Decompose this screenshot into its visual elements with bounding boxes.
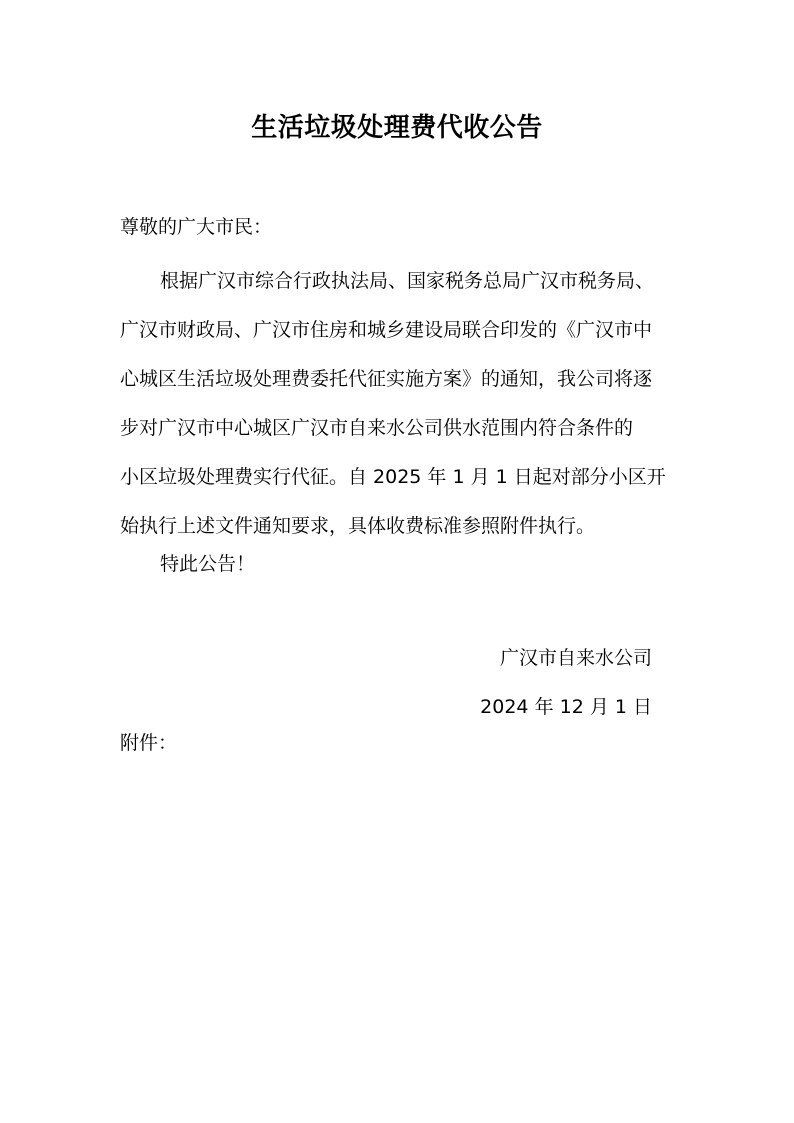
salutation: 尊敬的广大市民： — [120, 216, 273, 238]
body-line: 根据广汉市综合行政执法局、国家税务总局广汉市税务局、 — [160, 270, 655, 292]
body-line: 步对广汉市中心城区广汉市自来水公司供水范围内符合条件的 — [120, 417, 634, 439]
attachment-label: 附件： — [120, 732, 178, 754]
signature-company: 广汉市自来水公司 — [499, 647, 652, 669]
closing-remark: 特此公告！ — [160, 553, 256, 575]
body-line: 始执行上述文件通知要求，具体收费标准参照附件执行。 — [120, 515, 596, 537]
signature-date: 2024 年 12 月 1 日 — [480, 696, 652, 718]
document-title: 生活垃圾处理费代收公告 — [251, 113, 543, 143]
body-paragraph — [120, 257, 680, 551]
body-line: 广汉市财政局、广汉市住房和城乡建设局联合印发的《广汉市中 — [120, 319, 653, 341]
body-line: 小区垃圾处理费实行代征。自 2025 年 1 月 1 日起对部分小区开 — [120, 466, 666, 488]
body-line: 心城区生活垃圾处理费委托代征实施方案》的通知，我公司将逐 — [120, 368, 653, 390]
